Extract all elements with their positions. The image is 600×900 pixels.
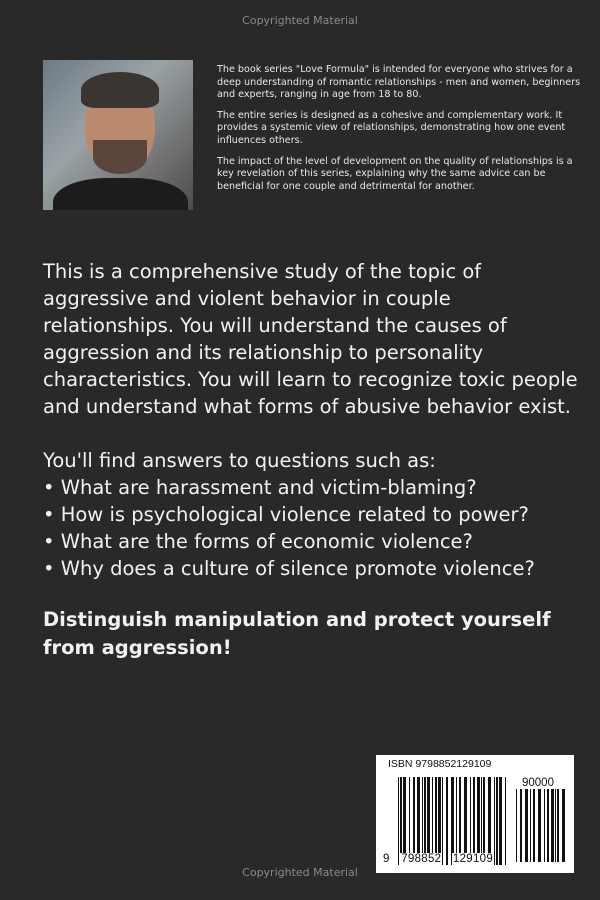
barcode-bar	[520, 789, 522, 862]
barcode-bar	[488, 777, 491, 865]
isbn-label: ISBN 9798852129109	[388, 758, 492, 770]
barcode-bar	[547, 789, 549, 862]
question-item: • What are harassment and victim-blaming?	[43, 476, 477, 499]
barcode-bar	[483, 777, 485, 865]
barcode-bar	[438, 777, 441, 865]
barcode-bar	[499, 777, 502, 865]
barcode-bar	[413, 777, 415, 865]
barcode-bar	[551, 789, 554, 862]
barcode-bar	[435, 777, 437, 865]
barcode-bar	[470, 777, 471, 865]
barcode-bar	[451, 777, 454, 865]
barcode-bar	[424, 777, 426, 865]
barcode-bar	[530, 789, 531, 862]
call-to-action: Distinguish manipulation and protect yourself from aggression!	[43, 608, 551, 659]
barcode-bar	[557, 789, 559, 862]
barcode-digit-group2: 129109	[452, 853, 494, 865]
barcode-bar	[494, 777, 495, 865]
barcode-bar	[398, 777, 399, 865]
barcode-bars	[398, 777, 506, 865]
barcode-bar	[525, 789, 528, 862]
barcode-bar	[464, 777, 467, 865]
copyright-watermark-bottom: Copyrighted Material	[242, 866, 358, 879]
author-photo	[43, 60, 193, 210]
bio-paragraph: The entire series is designed as a cohesive and complementary work. It provides a systemic view of relationships, demonstrating how one event influences others.	[217, 109, 566, 146]
addon-barcode-bars	[516, 789, 572, 862]
barcode-bar	[477, 777, 480, 865]
questions-intro: You'll find answers to questions such as:	[43, 449, 436, 472]
barcode-bar	[456, 777, 457, 865]
question-item: • How is psychological violence related to power?	[43, 503, 529, 526]
barcode-bar	[538, 789, 541, 862]
bio-paragraph: The impact of the level of development on the quality of relationships is a key revelation of this series, explaining why the same advice can be beneficial for one couple and detrimental for another.	[217, 155, 573, 192]
barcode-bar	[442, 777, 443, 865]
copyright-watermark-top: Copyrighted Material	[242, 14, 358, 27]
barcode-digit-first: 9	[383, 853, 390, 865]
isbn-barcode	[376, 755, 574, 873]
barcode-bar	[481, 777, 482, 865]
barcode-bar	[400, 777, 402, 865]
barcode-bar	[446, 777, 448, 865]
barcode-bar	[409, 777, 410, 865]
questions-list	[43, 474, 583, 582]
description-paragraph: This is a comprehensive study of the topic of aggressive and violent behavior in couple relationships. You will understand the causes of aggression and its relationship to personality characteristics. You will learn to recognize toxic people and understand what forms of abusive behavior exist.	[43, 260, 578, 418]
barcode-bar	[555, 789, 556, 862]
barcode-digit-group1: 798852	[401, 853, 442, 865]
barcode-bar	[562, 789, 565, 862]
price-code: 90000	[522, 777, 554, 789]
barcode-bar	[505, 777, 506, 865]
question-item: • Why does a culture of silence promote violence?	[43, 557, 535, 580]
barcode-bar	[403, 777, 406, 865]
barcode-bar	[422, 777, 423, 865]
barcode-bar	[544, 789, 545, 862]
bio-paragraph: The book series "Love Formula" is intended for everyone who strives for a deep understanding of romantic relationships - men and women, beginners and experts, ranging in age from 18 to 80.	[217, 64, 581, 101]
book-description	[43, 258, 583, 582]
barcode-bar	[427, 777, 430, 865]
barcode-bar	[533, 789, 535, 862]
barcode-bar	[473, 777, 475, 865]
barcode-bar	[432, 777, 433, 865]
barcode-bar	[417, 777, 420, 865]
barcode-bar	[516, 789, 517, 862]
question-item: • What are the forms of economic violence?	[43, 530, 473, 553]
barcode-bar	[496, 777, 498, 865]
barcode-digits	[382, 853, 494, 865]
series-description	[217, 64, 587, 201]
barcode-bar	[459, 777, 461, 865]
